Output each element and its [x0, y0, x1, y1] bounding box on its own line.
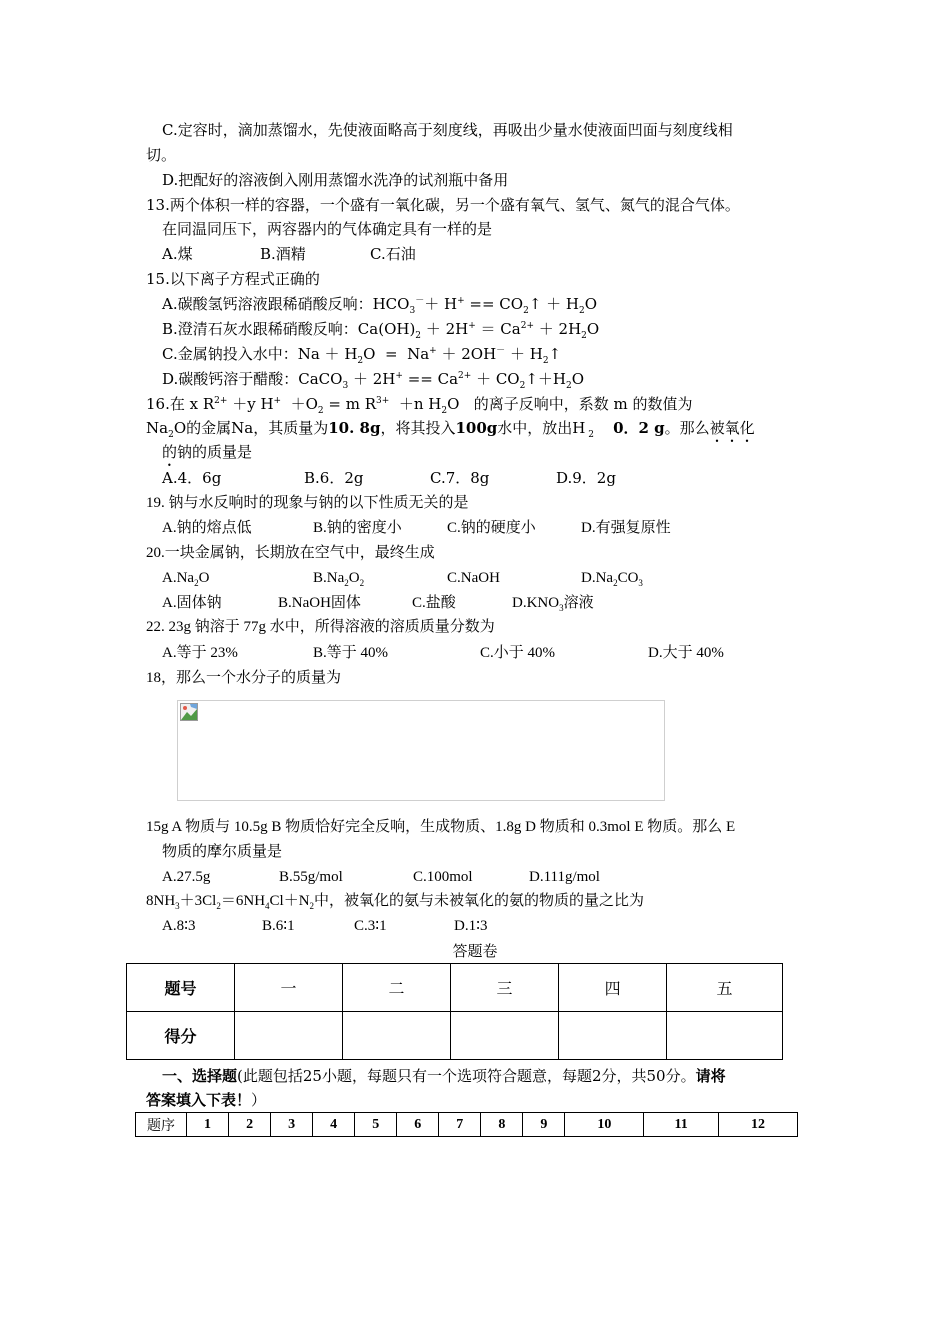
question-15-option-d: D.碳酸钙溶于醋酸：CaCO$_3$ ＋ $2H^+ == Ca^{2+}$ ＋ $CO_2↑+H_2O$ [162, 370, 585, 391]
score-header-cell: 三 [451, 964, 559, 1012]
option-a: A.27.5g [162, 869, 211, 885]
option-b: B.55g/mol [279, 869, 343, 885]
score-input-cell[interactable] [235, 1012, 343, 1060]
answer-header-cell: 9 [523, 1113, 565, 1137]
score-input-cell[interactable] [343, 1012, 451, 1060]
question-15: 15.以下离子方程式正确的 [146, 270, 320, 288]
option-d: $D.KNO_3$溶液 [512, 595, 594, 613]
question-20-options [162, 568, 643, 588]
option-d: D.有强复原性 [581, 520, 671, 536]
option-d: D.9．2g [556, 469, 616, 487]
option-c: C.100mol [413, 869, 473, 885]
question-15-option-a: A.碳酸氢钙溶液跟稀硝酸反响：$HCO_3^-+ H^+$ == $CO_2↑ + H_2O$ [162, 295, 598, 316]
question-18: 18，那么一个水分子的质量为 [146, 670, 342, 686]
question-17-options [162, 468, 616, 488]
option-d-line: D.把配好的溶液倒入刚用蒸馏水洗净的试剂瓶中备用 [162, 171, 509, 189]
question-17: $Na_2O$的金属Na，其质量为10. 8g，将其投入100g水中，放出H $_2$ 0．2 g。那么被氧化 [146, 419, 755, 440]
answer-header-cell: 5 [355, 1113, 397, 1137]
question-14-options [162, 244, 416, 264]
question-15-option-c: C.金属钠投入水中：$Na + H_2O = Na^+ + 2OH^-$ ＋ $H_2↑$ [162, 345, 562, 366]
question-25-options [162, 916, 488, 936]
option-c-line: C.定容时，滴加蒸馏水，先使液面略高于刻度线，再吸出少量水使液面凹面与刻度线相 [162, 121, 733, 139]
option-d: D.111g/mol [529, 869, 600, 885]
score-header-cell: 一 [235, 964, 343, 1012]
option-c: C.3∶1 [354, 918, 387, 934]
option-c: C.钠的硬度小 [447, 520, 536, 536]
score-input-cell[interactable] [451, 1012, 559, 1060]
answer-header-cell: 6 [397, 1113, 439, 1137]
option-d: $D.Na_2CO_3$ [581, 570, 643, 588]
answer-header-cell: 12 [719, 1113, 798, 1137]
answer-header-cell: 2 [229, 1113, 271, 1137]
score-input-cell[interactable] [667, 1012, 783, 1060]
option-d: D.1∶3 [454, 918, 488, 934]
option-b: B.NaOH固体 [278, 595, 361, 611]
question-22: 22. 23g 钠溶于 77g 水中，所得溶液的溶质质量分数为 [146, 619, 495, 635]
option-b: B.6．2g [304, 469, 364, 487]
option-d: D.大于 40% [648, 645, 724, 661]
option-c-line-cont: 切。 [146, 146, 177, 164]
option-c: C.小于 40% [480, 645, 556, 661]
option-a: $A.Na_2O$ [162, 570, 210, 588]
score-header-cell: 五 [667, 964, 783, 1012]
answer-header-cell: 10 [565, 1113, 644, 1137]
missing-image [177, 700, 665, 801]
answer-header-cell: 1 [187, 1113, 229, 1137]
answer-header-cell: 3 [271, 1113, 313, 1137]
question-25: $8NH_3+3Cl_2=6NH_4Cl+N_2$中，被氧化的氨与未被氧化的氨的物质的量之比为 [146, 893, 645, 911]
answer-header-cell: 8 [481, 1113, 523, 1137]
option-a: A.固体钠 [162, 595, 222, 611]
answer-header-cell: 7 [439, 1113, 481, 1137]
answer-header-cell: 11 [644, 1113, 719, 1137]
section-1-heading-cont: 答案填入下表！） [146, 1091, 267, 1109]
option-c: C.石油 [370, 245, 416, 263]
section-1-heading: 一、选择题(此题包括25小题，每题只有一个选项符合题意，每题2分，共50分。请将 [162, 1067, 726, 1085]
option-a: A.等于 23% [162, 645, 238, 661]
option-c: C.盐酸 [412, 595, 456, 611]
score-table [126, 963, 783, 1060]
score-header-cell: 四 [559, 964, 667, 1012]
question-19-options [162, 518, 671, 538]
question-19: 19. 钠与水反响时的现象与钠的以下性质无关的是 [146, 495, 469, 511]
score-row-label: 得分 [127, 1012, 235, 1060]
question-24-cont: 物质的摩尔质量是 [162, 844, 283, 860]
option-b: B.等于 40% [313, 645, 389, 661]
option-b: B.6∶1 [262, 918, 295, 934]
score-header-cell: 二 [343, 964, 451, 1012]
score-header-cell: 题号 [127, 964, 235, 1012]
answer-header-cell: 题序 [136, 1113, 187, 1137]
answer-table [135, 1112, 798, 1137]
question-13-cont: 在同温同压下，两容器内的气体确定具有一样的是 [162, 220, 493, 238]
question-16: 16.在 x $R^{2+} +y$ $H^+ +O_2 = m$ $R^{3+} +n$ $H_2O$ 的离子反响中，系数 m 的数值为 [146, 395, 693, 416]
option-c: C.7．8g [430, 469, 490, 487]
answer-header-cell: 4 [313, 1113, 355, 1137]
question-17-cont: 的钠的质量是 [162, 443, 253, 461]
broken-image-icon [180, 703, 198, 721]
option-a: A.钠的熔点低 [162, 520, 252, 536]
option-b: $B.Na_2O_2$ [313, 570, 365, 588]
score-input-cell[interactable] [559, 1012, 667, 1060]
question-15-option-b: B.澄清石灰水跟稀硝酸反响：$Ca(OH)_2 + 2H^+ = Ca^{2+} + 2H_2O$ [162, 320, 600, 341]
question-24: 15g A 物质与 10.5g B 物质恰好完全反响，生成物质、1.8g D 物质和 0.3mol E 物质。那么 E [146, 819, 736, 835]
question-13: 13.两个体积一样的容器，一个盛有一氧化碳，另一个盛有氧气、氢气、氮气的混合气体。 [146, 196, 740, 214]
question-22-options [162, 643, 724, 663]
option-c: C.NaOH [447, 570, 500, 586]
question-21-options [162, 593, 594, 613]
question-20: 20.一块金属钠，长期放在空气中，最终生成 [146, 545, 435, 561]
option-a: A.8∶3 [162, 918, 196, 934]
answer-sheet-title: 答题卷 [452, 942, 498, 960]
option-b: B.酒精 [260, 245, 306, 263]
option-b: B.钠的密度小 [313, 520, 402, 536]
question-24-options [162, 867, 600, 887]
option-a: A.煤 [162, 245, 193, 263]
option-a: A.4．6g [162, 469, 222, 487]
